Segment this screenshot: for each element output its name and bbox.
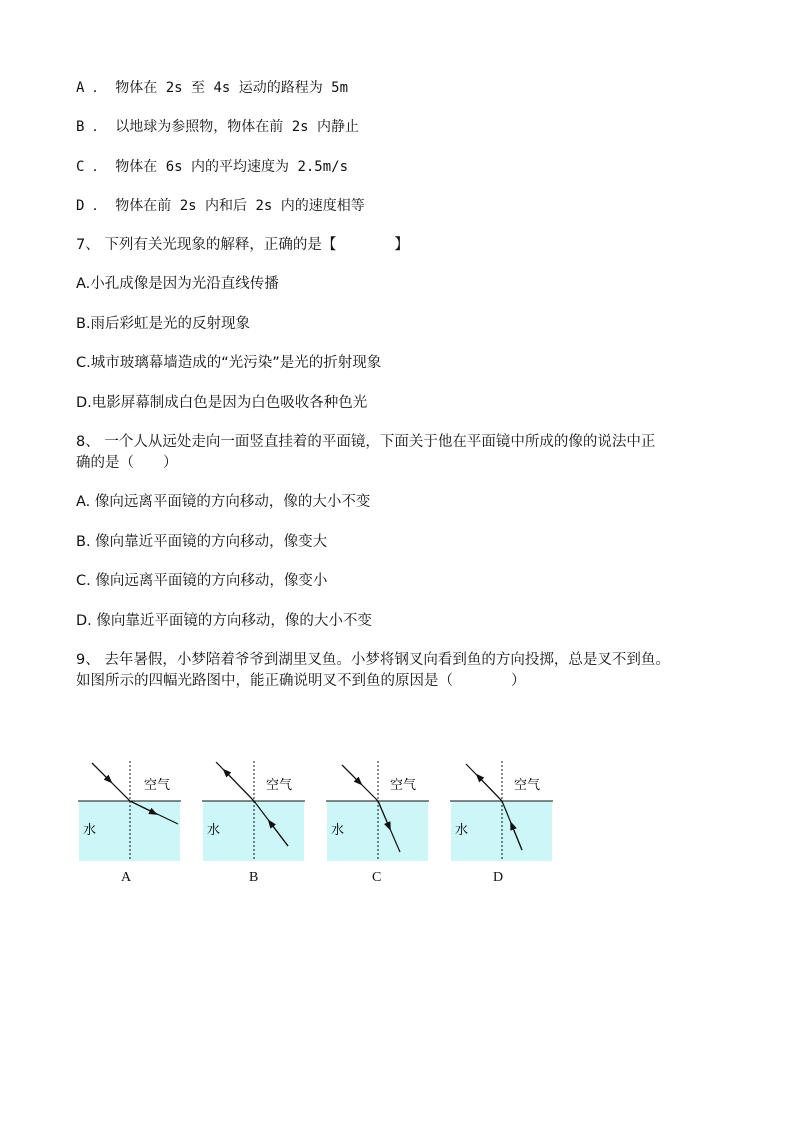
light-path-diagram-c [326,748,432,866]
option-label: C ． [76,159,107,175]
diagram-label: A [121,870,132,885]
q7-option-b: B.雨后彩虹是光的反射现象 [76,316,251,332]
water-label: 水 [331,823,345,838]
air-label: 空气 [144,778,171,793]
q8-stem-line2: 确的是（ ） [76,455,178,471]
q8-option-d: D. 像向靠近平面镜的方向移动，像的大小不变 [76,613,372,629]
q7-option-c: C.城市玻璃幕墙造成的“光污染”是光的折射现象 [76,355,382,371]
arrow-icon [342,765,361,784]
q6-option-d [76,196,365,216]
q6-option-a [76,78,348,98]
q9-stem-line2: 如图所示的四幅光路图中，能正确说明叉不到鱼的原因是（ ） [76,673,526,689]
diagram-c [326,748,432,885]
option-text: 物体在 6s 内的平均速度为 2.5m/s [115,159,349,175]
water-label: 水 [455,823,469,838]
water-label: 水 [207,823,221,838]
diagram-d [450,748,556,885]
diagram-a [78,748,184,885]
q8-option-c: C. 像向远离平面镜的方向移动，像变小 [76,573,328,589]
option-label: A ． [76,80,107,96]
arrow-icon [224,770,254,801]
light-path-diagram-a [78,748,184,866]
q7-option-a: A.小孔成像是因为光沿直线传播 [76,276,279,292]
q8-option-b: B. 像向靠近平面镜的方向移动，像变大 [76,534,328,550]
q8-stem-line1: 8、 一个人从远处走向一面竖直挂着的平面镜，下面关于他在平面镜中所成的像的说法中正 [76,434,656,450]
option-text: 物体在前 2s 内和后 2s 内的速度相等 [115,198,365,214]
air-label: 空气 [266,778,293,793]
air-label: 空气 [390,778,417,793]
diagram-b [202,748,308,885]
light-path-diagram-d [450,748,556,866]
arrow-icon [92,763,111,782]
q6-option-c [76,157,348,177]
water-label: 水 [83,823,97,838]
option-label: D ． [76,198,107,214]
light-path-diagram-b [202,748,308,866]
q6-option-b [76,117,359,137]
diagram-label: B [249,870,259,885]
diagram-label: D [493,870,504,885]
q9-stem-line1: 9、 去年暑假，小梦陪着爷爷到湖里叉鱼。小梦将钢叉向看到鱼的方向投掷，总是叉不到鱼。 [76,652,670,668]
option-text: 以地球为参照物，物体在前 2s 内静止 [115,119,360,135]
q7-stem: 7、 下列有关光现象的解释，正确的是【 】 [76,237,409,253]
air-label: 空气 [514,778,541,793]
option-text: 物体在 2s 至 4s 运动的路程为 5m [115,80,349,96]
option-label: B ． [76,119,107,135]
q7-option-d: D.电影屏幕制成白色是因为白色吸收各种色光 [76,395,368,411]
arrow-icon [477,775,502,801]
q8-option-a: A. 像向远离平面镜的方向移动，像的大小不变 [76,494,371,510]
diagram-label: C [372,870,382,885]
